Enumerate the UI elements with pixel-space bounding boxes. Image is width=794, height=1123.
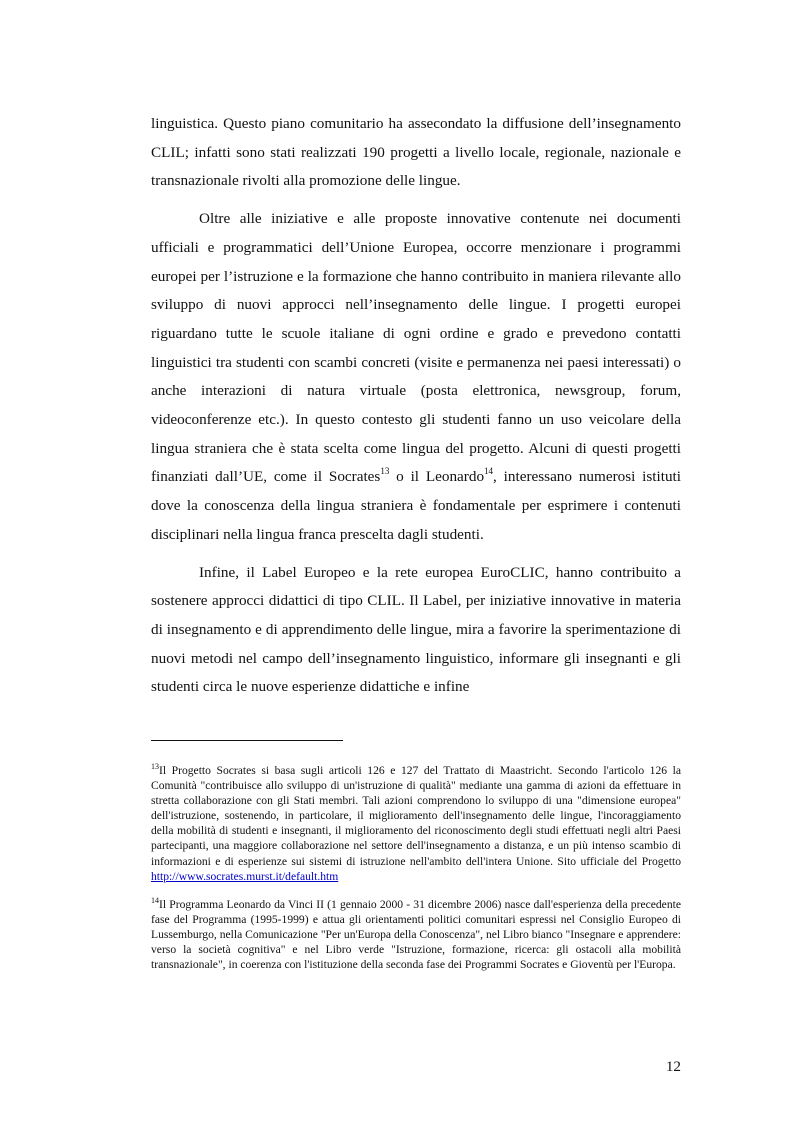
footnotes (151, 763, 681, 972)
paragraph-2 (151, 205, 681, 549)
footnote-13-text: Il Progetto Socrates si basa sugli articoli 126 e 127 del Trattato di Maastricht. Secondo l'articolo 126 la Comunità "contribuisce allo sviluppo di un'istruzione di qualità" mediante una gamma di azioni da effettuare in stretta collaborazione con gli Stati membri. Tali azioni comprendono lo sviluppo di una "dimensione europea" dell'istruzione, sostenendo, in particolare, il miglioramento dell'insegnamento delle lingue, l'incoraggiamento della mobilità di studenti e insegnanti, il miglioramento del riconoscimento degli studi effettuati negli altri Paesi partecipanti, una maggiore collaborazione nel settore dell'insegnamento a distanza, e un più intenso scambio di informazioni e di esperienze sui sistemi di istruzione nell'ambito dell'intera Unione. Sito ufficiale del Progetto (151, 764, 681, 868)
footnote-ref-13[interactable]: 13 (380, 466, 390, 477)
footnote-ref-14[interactable]: 14 (484, 466, 494, 477)
footnote-14 (151, 897, 681, 972)
footnote-13-number: 13 (151, 762, 159, 771)
paragraph-1: linguistica. Questo piano comunitario ha assecondato la diffusione dell’insegnamento CLIL; infatti sono stati realizzati 190 progetti a livello locale, regionale, nazionale e transnazionale rivolti alla promozione delle lingue. (151, 115, 681, 190)
footnote-13 (151, 763, 681, 884)
page-number: 12 (665, 1058, 681, 1075)
page-body (151, 110, 681, 702)
socrates-website-link[interactable]: http://www.socrates.murst.it/default.htm (151, 869, 339, 883)
paragraph-2-text-1: Oltre alle iniziative e alle proposte innovative contenute nei documenti ufficiali e programmatici dell’Unione Europea, occorre menzionare i programmi europei per l’istruzione e la formazione che hanno contribuito in maniera rilevante allo sviluppo di nuovi approcci nell’insegnamento delle lingue. I progetti europei riguardano tutte le scuole italiane di ogni ordine e grado e prevedono contatti linguistici tra studenti con scambi concreti (visite e permanenza nei paesi interessati) o anche interazioni di natura virtuale (posta elettronica, newsgroup, forum, videoconferenze etc.). In questo contesto gli studenti fanno un uso veicolare della lingua straniera che è stata scelta come lingua del progetto. Alcuni di questi progetti finanziati dall’UE, come il Socrates (151, 210, 681, 486)
footnote-14-number: 14 (151, 895, 159, 905)
paragraph-2-text-3: , interessano numerosi istituti dove la conoscenza della lingua straniera è fondamentale per esprimere i contenuti disciplinari nella lingua franca prescelta dagli studenti. (151, 468, 681, 543)
paragraph-2-text-2: o il Leonardo (389, 468, 485, 486)
paragraph-3: Infine, il Label Europeo e la rete europea EuroCLIC, hanno contribuito a sostenere approcci didattici di tipo CLIL. Il Label, per iniziative innovative in materia di insegnamento e di apprendimento delle lingue, mira a favorire la sperimentazione di nuovi metodi nel campo dell’insegnamento linguistico, informare gli insegnanti e gli studenti circa le nuove esperienze didattiche e infine (151, 563, 681, 696)
footnote-separator (151, 740, 343, 741)
footnote-14-text: Il Programma Leonardo da Vinci II (1 gennaio 2000 - 31 dicembre 2006) nasce dall'esperienza della precedente fase del Programma (1995-1999) e attua gli orientamenti politici comunitari espressi nel Consiglio Europeo di Lussemburgo, nella Comunicazione "Per un'Europa della Conoscenza", nel Libro bianco "Insegnare e apprendere: verso la società cognitiva" e nel Libro verde "Istruzione, formazione, ricerca: gli ostacoli alla mobilità transnazionale", in coerenza con l'istituzione della seconda fase dei Programmi Socrates e Gioventù per l'Europa. (151, 897, 681, 972)
